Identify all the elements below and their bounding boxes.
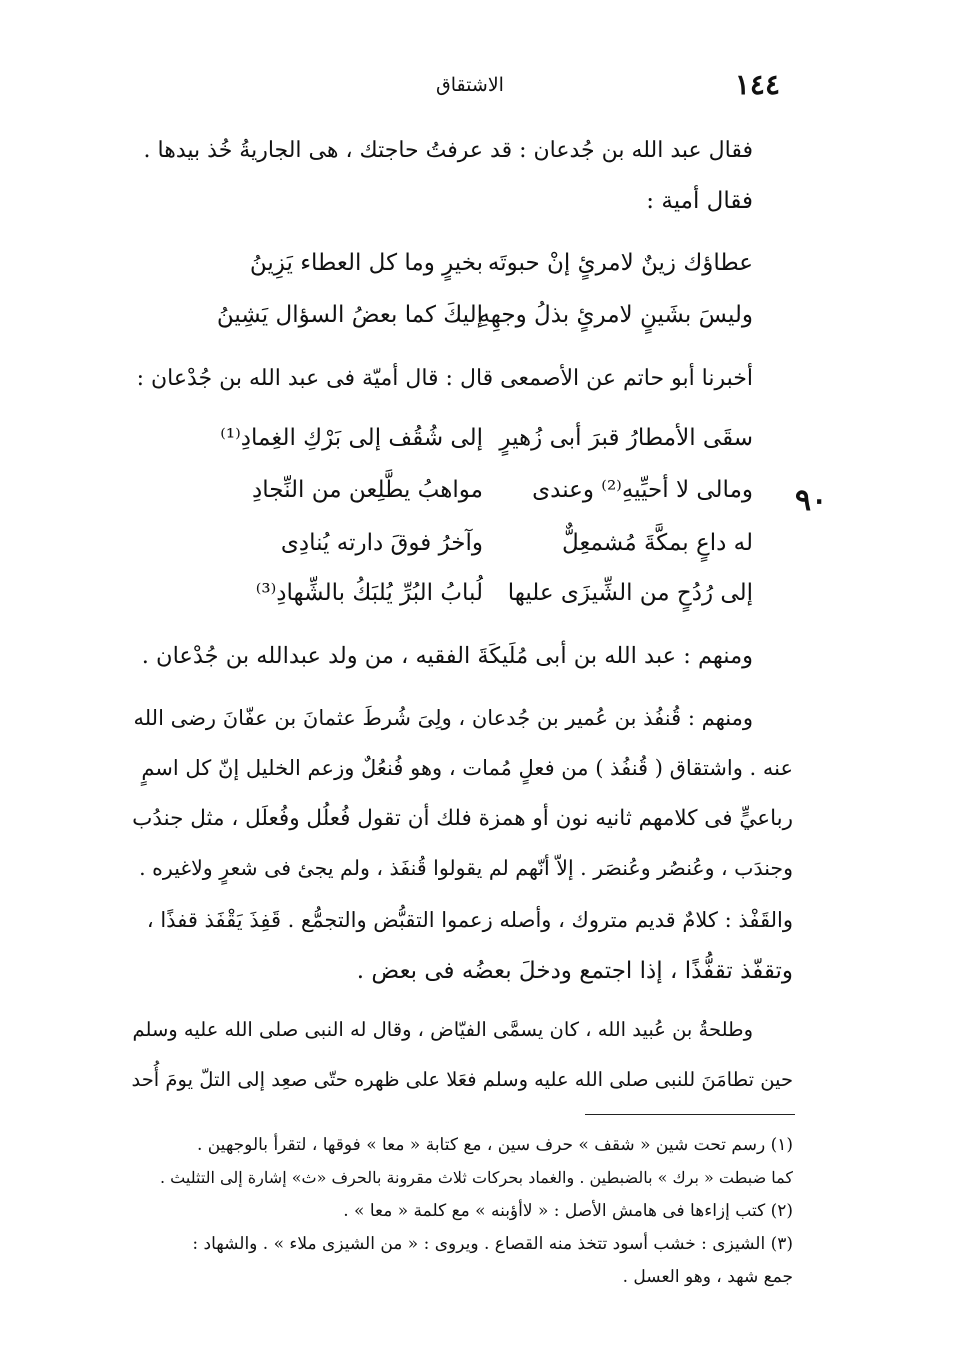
verse-hemistich: مواهبُ يطَّلِعن من النِّجادِ	[252, 477, 483, 503]
paragraph-line: أخبرنا أبو حاتم عن الأصمعى قال : قال أميّة فى عبد الله بن جُدْعان :	[136, 366, 753, 391]
paragraph-line: ومنهم : عبد الله بن أبى مُلَيكَةَ الفقيه ، من ولد عبدالله بن جُدْعان .	[141, 643, 753, 669]
verse-hemistich: إلى رُدُحٍ من الشِّيزَى عليها	[507, 580, 753, 606]
verse-hemistich: ومالى لا أحيِّيهِ⁽²⁾ وعندى	[532, 477, 753, 503]
verse-hemistich: سقَى الأمطارُ قبرَ أبى زُهيرٍ	[499, 425, 753, 451]
footnote-line: (١) رسم تحت شين « شقف » حرف سين ، مع كتابة « معا » فوقها ، لتقرأ بالوجهين .	[196, 1135, 793, 1155]
verse-hemistich: بخيرٍ وما كل العطاء يَزِينُ	[249, 250, 483, 276]
verse-hemistich: له داعٍ بمكَّةَ مُشمعِلٌّ	[561, 530, 753, 556]
paragraph-line: رباعيٍّ فى كلامهم ثانيه نون أو همزة فلك أن تقول فُعلُل وفُعلَل ، مثل جندُب	[132, 806, 793, 831]
paragraph-line: ومنهم : قُنفُذ بن عُمير بن جُدعان ، ولِىَ شُرطَ عثمانَ بن عفّانَ رضى الله	[133, 706, 753, 730]
verse-hemistich: إلى شُقُف إلى بَرْكِ الغِمادِ⁽¹⁾	[220, 425, 483, 451]
verse-hemistich: عطاؤك زينٌ لامرئٍ إنْ حبوتَه	[487, 250, 753, 276]
verse-hemistich: وآخرُ فوقَ دارته يُنادِى	[280, 530, 483, 556]
footnote-line: (٣) الشيزى : خشب أسود تتخذ منه القصاع . ويروى : « من الشيزى ملاء » . والشهاد :	[192, 1234, 793, 1254]
footnote-line: جمع شهد ، وهو العسل .	[622, 1267, 793, 1287]
paragraph-line: وطلحةُ بن عُبيد الله ، كان يسمَّى الفيّاض ، وقال له النبى صلى الله عليه وسلم	[132, 1018, 753, 1041]
paragraph-line: حين تطامَنَ للنبى صلى الله عليه وسلم فعَلا على ظهره حتّى صعِد إلى التلّ يومَ أُحد	[131, 1068, 793, 1091]
paragraph-line: وتقفّذ تقفُّذًا ، إذا اجتمع ودخلَ بعضُه فى بعض .	[356, 958, 793, 984]
verse-hemistich: لُبابُ البُرِّ يُلبَكُ بالشِّهادِ⁽³⁾	[255, 580, 483, 606]
margin-number: ٩٠	[795, 483, 828, 518]
page-header	[140, 68, 800, 104]
running-title: الاشتقاق	[436, 74, 504, 96]
verse-hemistich: وليسَ بشَينٍ لامرئٍ بذلُ وجهِهِ	[478, 302, 753, 328]
page-number: ١٤٤	[734, 68, 780, 101]
footnote-line: كما ضبطت « برك » بالضبطين . والغماد بحركات ثلاث مقرونة بالحرف «ث» إشارة إلى التثليث .	[159, 1168, 793, 1187]
paragraph-line: والقَفْذ : كلامٌ قديم متروك ، وأصله زعموا التقبُّض والتجمُّع . قَفِذَ يَقْفَذ قفذًا ،	[146, 908, 793, 932]
paragraph-line: فقال أمية :	[646, 188, 753, 214]
footnote-rule	[585, 1114, 795, 1115]
verse-hemistich: إليكَ كما بعضُ السؤال يَشِينُ	[216, 302, 483, 328]
paragraph-line: وجندَب ، وعُنصُر وعُنصَر . إلاّ أنّهم لم يقولوا قُنفَذ ، ولم يجئ فى شعرٍ ولاغيره .	[139, 856, 793, 880]
paragraph-line: فقال عبد الله بن جُدعان : قد عرفتُ حاجتك ، هى الجاريةُ خُذ بيدها .	[143, 138, 753, 163]
paragraph-line: عنه . واشتقاق ( قُنفُذ ) من فعلٍ مُمات ، وهو فُنعُلٌ وزعم الخليل إنّ كل اسمٍ	[141, 756, 793, 780]
footnote-line: (٢) كتب إزاءها فى هامش الأصل : « لاأؤبنه » مع كلمة « معا » .	[343, 1201, 793, 1221]
